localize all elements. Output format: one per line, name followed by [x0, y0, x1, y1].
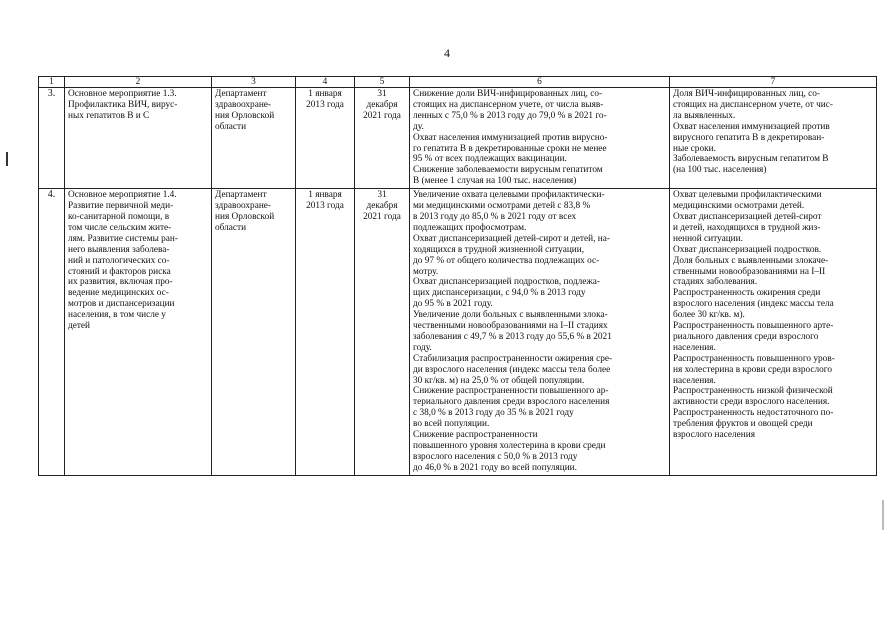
text-line: 30 кг/кв. м) на 25,0 % от общей популяции. — [413, 375, 585, 386]
end-date-cell — [355, 189, 410, 476]
text-line: Охват населения иммунизацией против — [673, 121, 830, 132]
text-line: 31 — [377, 89, 387, 99]
text-line: более 30 кг/кв. м). — [673, 310, 745, 321]
start-date-cell — [296, 189, 355, 476]
text-line: ня холестерина в крови среди взрослого — [673, 364, 833, 375]
text-line: стоящих на диспансерном учете, от чис- — [673, 99, 833, 110]
text-line: ственными новообразованиями на I–II — [673, 266, 826, 277]
column-number: 6 — [410, 77, 670, 88]
indicator-cell — [670, 189, 877, 476]
text-line: ные сроки. — [673, 143, 716, 154]
table-row — [39, 88, 877, 189]
expected-result-cell — [410, 189, 670, 476]
text-line: чественными новообразованиями на I–II стадиях — [413, 321, 608, 332]
text-line: до 95 % в 2021 году. — [413, 299, 493, 310]
row-number: 4. — [39, 189, 65, 476]
text-line: ко-санитарной помощи, в — [68, 211, 170, 222]
executor-cell — [212, 88, 296, 189]
column-number: 4 — [296, 77, 355, 88]
text-line: области — [215, 121, 247, 132]
scan-margin-mark — [6, 152, 8, 166]
text-line: Департамент — [215, 190, 267, 201]
text-line: декабря — [366, 99, 398, 110]
text-line: Основное мероприятие 1.3. — [68, 89, 177, 99]
text-line: требления фруктов и овощей среди — [673, 419, 813, 430]
column-number: 5 — [355, 77, 410, 88]
text-line: Охват диспансеризацией детей-сирот и детей, на- — [413, 233, 610, 244]
text-line: году. — [413, 342, 432, 353]
text-line: области — [215, 222, 247, 233]
text-line: ния Орловской — [215, 110, 275, 121]
text-line: ний и патологических со- — [68, 255, 170, 266]
text-line: ведение медицинских ос- — [68, 288, 169, 299]
text-line: Распространенность недостаточного по- — [673, 408, 834, 419]
text-line: Доля больных с выявленными злокаче- — [673, 255, 829, 266]
indicator-cell — [670, 88, 877, 189]
text-line: 2021 года — [363, 110, 401, 121]
text-line: Снижение распространенности повышенного ар- — [413, 386, 609, 397]
text-line: до 97 % от общего количества подлежащих ос- — [413, 255, 600, 266]
text-line: до 46,0 % в 2021 году во всей популяции. — [413, 462, 577, 473]
text-line: Распространенность ожирения среди — [673, 288, 821, 299]
text-line: ди взрослого населения (индекс массы тела более — [413, 364, 611, 375]
text-line: и детей, находящихся в трудной жиз- — [673, 222, 821, 233]
text-line: заболевания с 49,7 % в 2013 году до 55,6 % в 2021 — [413, 331, 612, 342]
activity-name-cell — [65, 189, 212, 476]
text-line: во всей популяции. — [413, 419, 490, 430]
text-line: го гепатита В в декретированные сроки не менее — [413, 143, 607, 154]
text-line: населения. — [673, 375, 716, 386]
activities-table — [38, 76, 877, 476]
text-line: здравоохране- — [215, 201, 272, 212]
text-line: Профилактика ВИЧ, вирус- — [68, 99, 178, 110]
text-line: ду. — [413, 121, 424, 132]
column-number-row — [39, 77, 877, 88]
text-line: Распространенность повышенного уров- — [673, 353, 835, 364]
text-line: подлежащих профосмотрам. — [413, 222, 527, 233]
column-number: 3 — [212, 77, 296, 88]
text-line: детей — [68, 321, 91, 332]
text-line: в 2013 году до 85,0 % в 2021 году от всех — [413, 211, 577, 222]
activity-name-cell — [65, 88, 212, 189]
text-line: лям. Развитие системы ран- — [68, 233, 178, 244]
text-line: стадиях заболевания. — [673, 277, 758, 288]
text-line: 2021 года — [363, 211, 401, 222]
text-line: Снижение доли ВИЧ-инфицированных лиц, со- — [413, 89, 603, 99]
text-line: 2013 года — [306, 201, 344, 212]
text-line: мотров и диспансеризации — [68, 299, 175, 310]
text-line: ненной ситуации. — [673, 233, 743, 244]
column-number: 7 — [670, 77, 877, 88]
text-line: взрослого населения (индекс массы тела — [673, 299, 834, 310]
text-line: повышенного уровня холестерина в крови среди — [413, 441, 606, 451]
text-line: 1 января — [308, 190, 342, 201]
start-date-cell — [296, 88, 355, 189]
text-line: Снижение распространенности — [413, 430, 538, 441]
text-line: мотру. — [413, 266, 439, 277]
scan-margin-mark-right — [882, 500, 884, 530]
text-line: него выявления заболева- — [68, 244, 170, 255]
text-line: Снижение заболеваемости вирусным гепатитом — [413, 165, 603, 176]
text-line: здравоохране- — [215, 99, 272, 110]
text-line: населения. — [673, 342, 716, 353]
text-line: Доля ВИЧ-инфицированных лиц, со- — [673, 89, 821, 99]
text-line: их развития, включая про- — [68, 277, 173, 288]
text-line: ния Орловской — [215, 211, 275, 222]
text-line: Охват диспансеризацией подростков, подлежа- — [413, 277, 601, 288]
text-line: Распространенность повышенного арте- — [673, 321, 834, 332]
text-line: населения, в том числе у — [68, 310, 166, 321]
page-number: 4 — [444, 46, 450, 60]
expected-result-cell — [410, 88, 670, 189]
text-line: Департамент — [215, 89, 267, 99]
text-line: вирусного гепатита В в декретирован- — [673, 132, 825, 143]
text-line: ми медицинскими осмотрами детей с 83,8 % — [413, 201, 591, 212]
text-line: взрослого населения с 50,0 % в 2013 году — [413, 451, 578, 462]
text-line: взрослого населения — [673, 430, 756, 441]
executor-cell — [212, 189, 296, 476]
text-line: В (менее 1 случая на 100 тыс. населения) — [413, 176, 577, 187]
text-line: ходящихся в трудной жизненной ситуации, — [413, 244, 585, 255]
text-line: териального давления среди взрослого населения — [413, 397, 610, 408]
text-line: том числе сельским жите- — [68, 222, 172, 233]
text-line: ленных с 75,0 % в 2013 году до 79,0 % в 2021 го- — [413, 110, 607, 121]
text-line: стояний и факторов риска — [68, 266, 171, 277]
text-line: 95 % от всех подлежащих вакцинации. — [413, 154, 567, 165]
text-line: ных гепатитов В и С — [68, 110, 150, 121]
text-line: Охват диспансеризацией подростков. — [673, 244, 822, 255]
text-line: Охват целевыми профилактическими — [673, 190, 822, 201]
text-line: Заболеваемость вирусным гепатитом В — [673, 154, 829, 165]
text-line: Развитие первичной меди- — [68, 201, 174, 212]
text-line: с 38,0 % в 2013 году до 35 % в 2021 году — [413, 408, 574, 419]
text-line: Распространенность низкой физической — [673, 386, 833, 397]
text-line: декабря — [366, 201, 398, 212]
end-date-cell — [355, 88, 410, 189]
text-line: Охват населения иммунизацией против вирусно- — [413, 132, 608, 143]
text-line: щих диспансеризации, с 94,0 % в 2013 году — [413, 288, 586, 299]
text-line: медицинскими осмотрами детей. — [673, 201, 805, 212]
column-number: 1 — [39, 77, 65, 88]
text-line: риального давления среди взрослого — [673, 331, 819, 342]
column-number: 2 — [65, 77, 212, 88]
text-line: (на 100 тыс. населения) — [673, 165, 767, 176]
text-line: 31 — [377, 190, 387, 201]
text-line: 1 января — [308, 89, 342, 99]
text-line: Стабилизация распространенности ожирения сре- — [413, 353, 613, 364]
text-line: стоящих на диспансерном учете, от числа выяв- — [413, 99, 604, 110]
text-line: 2013 года — [306, 99, 344, 110]
text-line: Основное мероприятие 1.4. — [68, 190, 177, 201]
text-line: Охват диспансеризацией детей-сирот — [673, 211, 822, 222]
table-row — [39, 189, 877, 476]
row-number: 3. — [39, 88, 65, 189]
text-line: Увеличение охвата целевыми профилактически- — [413, 190, 605, 201]
text-line: ла выявленных. — [673, 110, 736, 121]
text-line: активности среди взрослого населения. — [673, 397, 830, 408]
text-line: Увеличение доли больных с выявленными злока- — [413, 310, 608, 321]
